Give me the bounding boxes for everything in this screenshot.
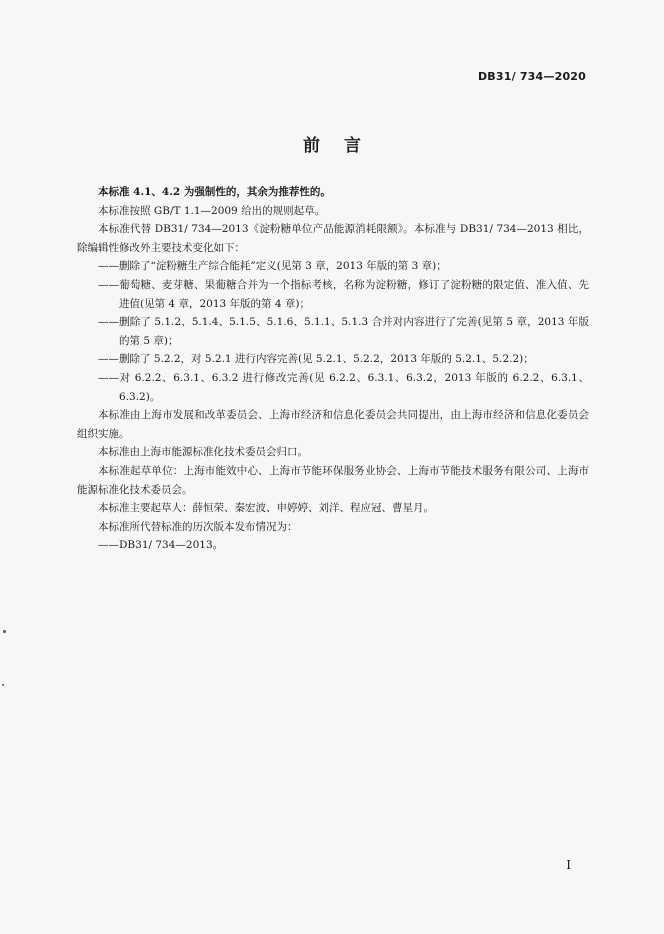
scan-speck — [3, 630, 6, 633]
paragraph-drafters: 本标准主要起草人：薛恒荣、秦宏波、申婷婷、刘洋、程应冠、曹星月。 — [98, 502, 434, 515]
previous-edition-item: ——DB31/ 734—2013。 — [98, 539, 224, 552]
change-item: ——对 6.2.2、6.3.1、6.3.2 进行修改完善(见 6.2.2、6.3.1、6.3.2，2013 年版的 6.2.2、6.3.1、6.3.2)。 — [98, 371, 589, 403]
scan-speck — [2, 684, 4, 686]
paragraph-previous-editions: 本标准所代替标准的历次版本发布情况为： — [98, 520, 298, 533]
paragraph-replaces: 本标准代替 DB31/ 734—2013《淀粉糖单位产品能源消耗限额》。本标准与 DB31/ 734—2013 相比，除编辑性修改外主要技术变化如下： — [77, 223, 589, 254]
foreword-body — [77, 183, 589, 555]
paragraph-proposer: 本标准由上海市发展和改革委员会、上海市经济和信息化委员会共同提出，由上海市经济和信息化委员会组织实施。 — [77, 409, 589, 440]
page-number: I — [566, 858, 571, 872]
change-item: ——删除了“淀粉糖生产综合能耗”定义(见第 3 章，2013 年版的第 3 章)； — [98, 260, 447, 273]
paragraph-drafting-units: 本标准起草单位：上海市能效中心、上海市节能环保服务业协会、上海市节能技术服务有限公司、上海市能源标准化技术委员会。 — [77, 464, 589, 496]
standard-code: DB31/ 734—2020 — [477, 70, 586, 83]
change-item: ——删除了 5.1.2、5.1.4、5.1.5、5.1.6、5.1.1、5.1.3 合并对内容进行了完善(见第 5 章，2013 年版的第 5 章)； — [98, 316, 589, 347]
change-item: ——删除了 5.2.2，对 5.2.1 进行内容完善(见 5.2.1、5.2.2，2013 年版的 5.2.1、5.2.2)； — [98, 353, 534, 366]
paragraph-drafting-rules: 本标准按照 GB/T 1.1—2009 给出的规则起草。 — [98, 204, 326, 217]
page-title: 前言 — [303, 136, 385, 156]
change-item: ——葡萄糖、麦芽糖、果葡糖合并为一个指标考核，名称为淀粉糖，修订了淀粉糖的限定值、准入值、先进值(见第 4 章，2013 年版的第 4 章)； — [98, 278, 589, 310]
paragraph-mandatory-clauses: 本标准 4.1、4.2 为强制性的，其余为推荐性的。 — [98, 186, 331, 198]
paragraph-centralized-by: 本标准由上海市能源标准化技术委员会归口。 — [98, 446, 308, 459]
